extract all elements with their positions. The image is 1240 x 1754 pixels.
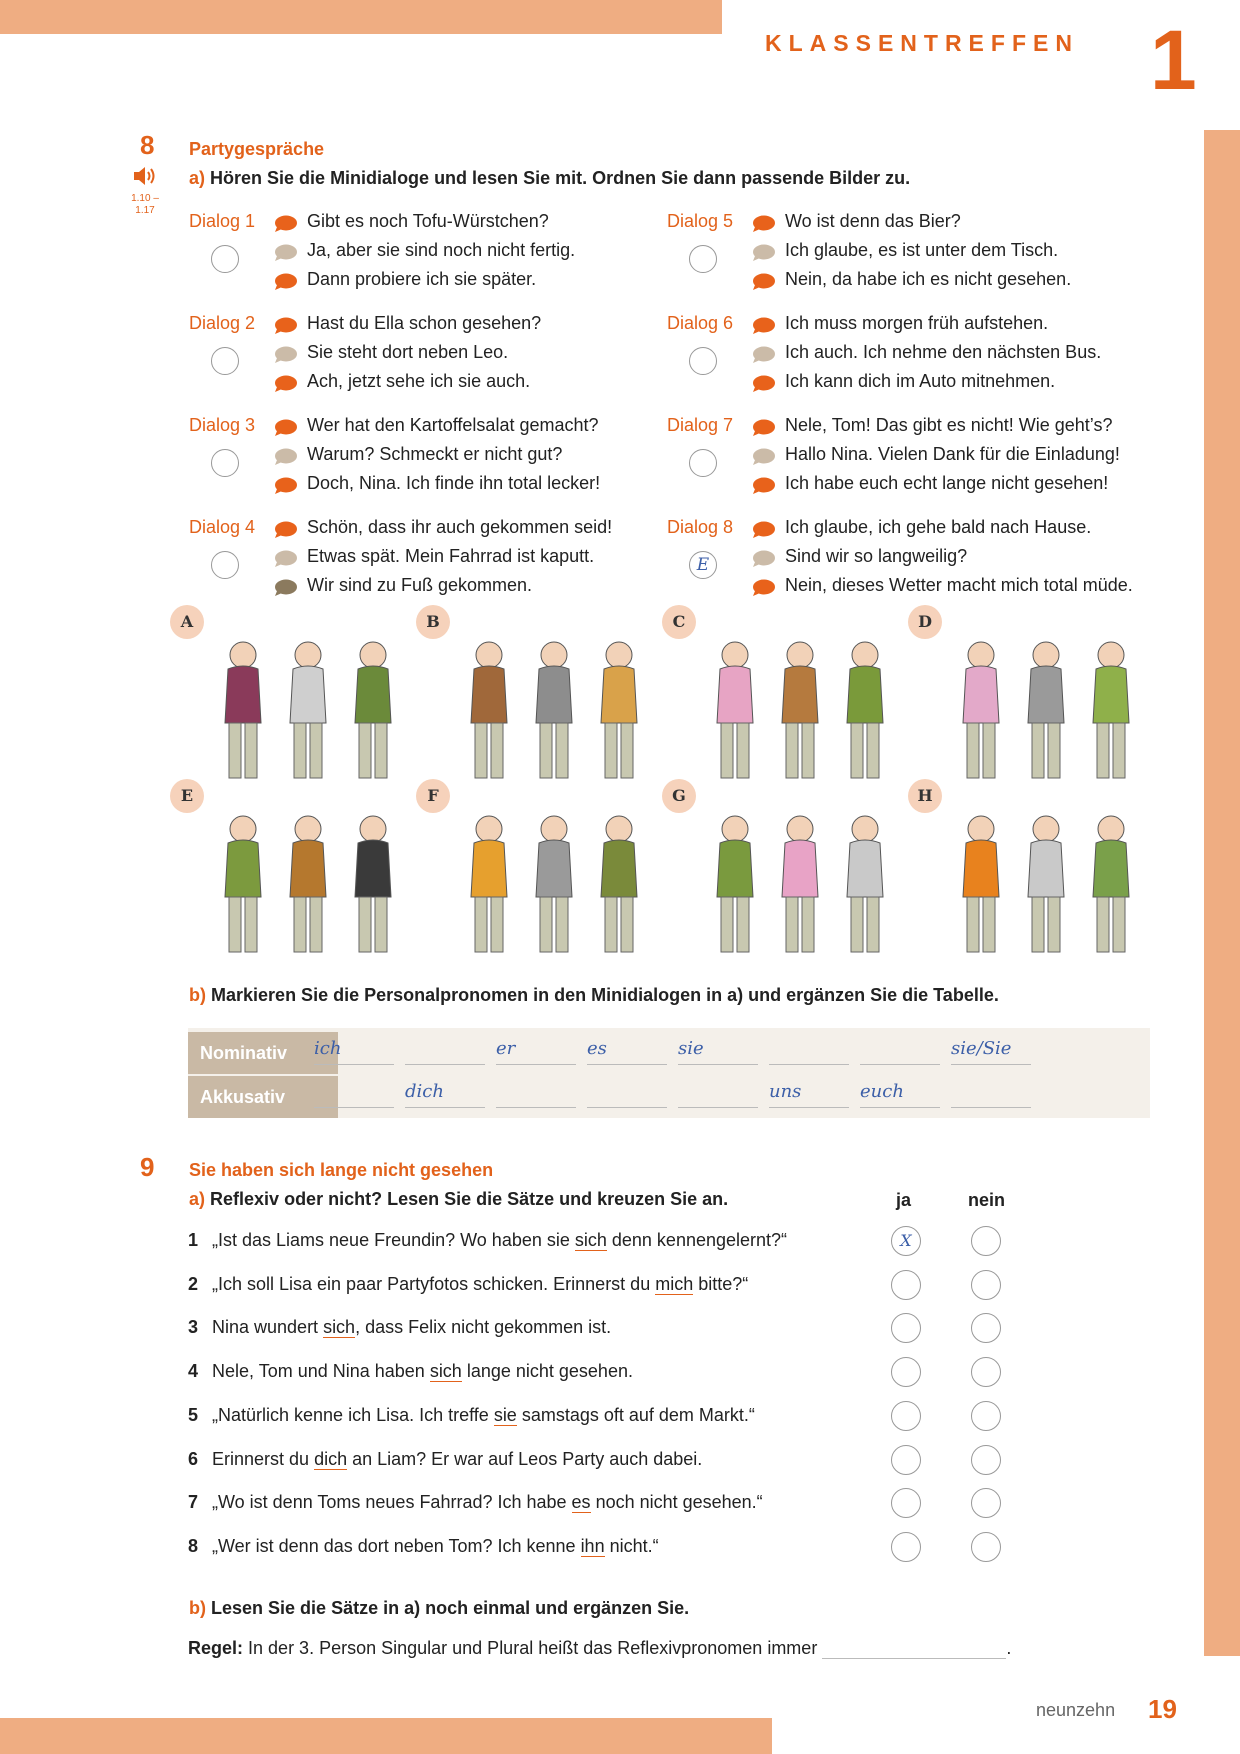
nein-checkbox[interactable] (971, 1226, 1001, 1256)
dialog-line: Wir sind zu Fuß gekommen. (307, 575, 533, 595)
dialog-line: Sind wir so langweilig? (785, 546, 968, 566)
marked-pronoun: ihn (580, 1535, 605, 1556)
speech-bubble-icon (273, 273, 297, 291)
instruction-8a (189, 168, 910, 189)
audio-icon[interactable] (132, 165, 158, 187)
marked-pronoun: sich (323, 1317, 356, 1338)
ja-checkbox[interactable] (891, 1488, 921, 1518)
page-number: 19 (1148, 1694, 1177, 1724)
speech-bubble-icon (751, 346, 775, 364)
akkusativ-cell[interactable] (951, 1081, 1031, 1108)
answer-circle[interactable] (211, 551, 239, 579)
dialog-label: Dialog 8 (667, 517, 734, 537)
speech-bubble-icon (273, 448, 297, 466)
answer-circle[interactable] (689, 245, 717, 273)
speech-bubble-icon (273, 419, 297, 437)
page-word: neunzehn (1036, 1700, 1116, 1720)
speech-bubble-icon (751, 375, 775, 393)
answer-circle[interactable] (211, 449, 239, 477)
sentence-part: , dass Felix nicht gekommen ist. (355, 1317, 612, 1338)
akkusativ-cell[interactable]: euch (860, 1081, 940, 1108)
dialog-line: Ich muss morgen früh aufstehen. (785, 313, 1049, 333)
marked-pronoun: dich (314, 1448, 348, 1469)
instruction-8b (189, 985, 999, 1006)
sentence-text (212, 1536, 659, 1557)
speech-bubble-icon (273, 346, 297, 364)
dialog-line: Ich habe euch echt lange nicht gesehen! (785, 473, 1109, 493)
marked-pronoun: mich (655, 1273, 694, 1294)
speech-bubble-icon (751, 477, 775, 495)
sentence-part: samstags oft auf dem Markt.“ (516, 1404, 755, 1425)
answer-circle[interactable] (689, 347, 717, 375)
answer-circle[interactable] (689, 449, 717, 477)
sentence-part: Nina wundert (212, 1317, 324, 1338)
dialog-line: Dann probiere ich sie später. (307, 269, 537, 289)
dialog-line: Sie steht dort neben Leo. (307, 342, 509, 362)
top-decor-bar (0, 0, 722, 34)
ja-checkbox[interactable] (891, 1357, 921, 1387)
track-label: 1.10 – 1.17 (131, 193, 159, 216)
akkusativ-cell[interactable] (587, 1081, 667, 1108)
dialog-6 (667, 313, 1137, 409)
nein-checkbox[interactable] (971, 1357, 1001, 1387)
sentence-number: 8 (188, 1535, 199, 1556)
dialog-5 (667, 211, 1137, 307)
dialog-label: Dialog 7 (667, 415, 734, 435)
rule-blank-input[interactable] (822, 1640, 1006, 1659)
answer-circle[interactable]: E (689, 551, 717, 579)
nominativ-cell[interactable] (860, 1038, 940, 1065)
sentence-text (212, 1492, 763, 1513)
dialog-line: Wo ist denn das Bier? (785, 211, 961, 231)
akkusativ-cell[interactable] (496, 1081, 576, 1108)
speech-bubble-icon (751, 521, 775, 539)
picture-label: F (416, 779, 450, 813)
rule-line (188, 1638, 1011, 1659)
sentence-part: an Liam? Er war auf Leos Party auch dabei. (347, 1448, 703, 1469)
dialog-4 (189, 517, 659, 613)
dialog-7 (667, 415, 1137, 511)
sentence-part: „Wer ist denn das dort neben Tom? Ich kenne (212, 1535, 581, 1556)
nein-checkbox[interactable] (971, 1488, 1001, 1518)
nominativ-cell[interactable]: sie (678, 1038, 758, 1065)
sentence-number: 5 (188, 1404, 199, 1425)
party-illustration (690, 623, 930, 793)
dialog-1 (189, 211, 659, 307)
dialog-line: Ich auch. Ich nehme den nächsten Bus. (785, 342, 1102, 362)
instruction-text: Reflexiv oder nicht? Lesen Sie die Sätze und kreuzen Sie an. (210, 1189, 729, 1209)
bottom-decor-bar (0, 1718, 772, 1754)
dialog-label: Dialog 1 (189, 211, 256, 231)
sub-label: a) (189, 1189, 206, 1209)
sentence-text (212, 1361, 633, 1382)
answer-circle[interactable] (211, 347, 239, 375)
marked-pronoun: es (571, 1492, 591, 1513)
party-illustration (936, 797, 1176, 967)
answer-circle[interactable] (211, 245, 239, 273)
dialog-label: Dialog 4 (189, 517, 256, 537)
sentence-part: noch nicht gesehen.“ (590, 1492, 763, 1513)
column-ja: ja (896, 1190, 912, 1210)
sentence-number: 1 (188, 1230, 199, 1250)
party-illustration (936, 623, 1176, 793)
akkusativ-cell[interactable]: uns (769, 1081, 849, 1108)
nominativ-cell[interactable]: ich (314, 1038, 394, 1065)
speech-bubble-icon (751, 244, 775, 262)
marked-pronoun: sich (574, 1230, 607, 1250)
sentence-part: Erinnerst du (212, 1448, 315, 1469)
sentence-number: 2 (188, 1273, 199, 1294)
picture-label: A (170, 605, 204, 639)
dialog-line: Ich glaube, es ist unter dem Tisch. (785, 240, 1059, 260)
ja-checkbox[interactable] (891, 1313, 921, 1343)
sentence-number: 6 (188, 1448, 199, 1469)
picture-label: B (416, 605, 450, 639)
dialog-line: Nein, da habe ich es nicht gesehen. (785, 269, 1072, 289)
dialog-label: Dialog 5 (667, 211, 734, 231)
instruction-text: Lesen Sie die Sätze in a) noch einmal und ergänzen Sie. (211, 1598, 690, 1618)
sentence-part: „Natürlich kenne ich Lisa. Ich treffe (212, 1404, 494, 1425)
sentence-number: 7 (188, 1492, 199, 1513)
marked-pronoun: sich (429, 1361, 462, 1382)
nominativ-cell[interactable] (405, 1038, 485, 1065)
exercise-number: 9 (140, 1152, 155, 1182)
picture-label: E (170, 779, 204, 813)
exercise-title: Partygespräche (189, 139, 325, 159)
dialog-2 (189, 313, 659, 409)
dialog-8 (667, 517, 1137, 613)
sub-label: b) (189, 985, 206, 1005)
instruction-text: Hören Sie die Minidialoge und lesen Sie mit. Ordnen Sie dann passende Bilder zu. (210, 168, 911, 188)
sentence-part: lange nicht gesehen. (461, 1361, 633, 1382)
ja-checkbox[interactable] (891, 1532, 921, 1562)
sentence-part: „Ist das Liams neue Freundin? Wo haben sie (212, 1230, 575, 1250)
chapter-number: 1 (1150, 13, 1197, 107)
sub-label: a) (189, 168, 206, 188)
dialog-line: Hallo Nina. Vielen Dank für die Einladung! (785, 444, 1120, 464)
dialog-line: Warum? Schmeckt er nicht gut? (307, 444, 563, 464)
pronoun-table (188, 1028, 1150, 1118)
speech-bubble-icon (751, 215, 775, 233)
dialog-line: Ich kann dich im Auto mitnehmen. (785, 371, 1056, 391)
chapter-title: KLASSENTREFFEN (765, 30, 1079, 56)
sentence-number: 3 (188, 1317, 199, 1338)
dialog-line: Doch, Nina. Ich finde ihn total lecker! (307, 473, 601, 493)
nominativ-header: Nominativ (188, 1032, 338, 1074)
sentence-text (212, 1274, 748, 1295)
speech-bubble-icon (751, 273, 775, 291)
picture-label: H (908, 779, 942, 813)
nominativ-cell[interactable]: er (496, 1038, 576, 1065)
speech-bubble-icon (273, 215, 297, 233)
column-nein: nein (968, 1190, 1006, 1210)
nominativ-cell[interactable] (769, 1038, 849, 1065)
nein-checkbox[interactable] (971, 1270, 1001, 1300)
party-illustration (444, 623, 684, 793)
exercise-title: Sie haben sich lange nicht gesehen (189, 1160, 494, 1180)
nein-checkbox[interactable] (971, 1445, 1001, 1475)
rule-text: In der 3. Person Singular und Plural heißt das Reflexivpronomen immer (248, 1638, 818, 1658)
ja-checkbox[interactable]: X (891, 1226, 921, 1256)
picture-label: G (662, 779, 696, 813)
speech-bubble-icon (751, 317, 775, 335)
dialog-line: Hast du Ella schon gesehen? (307, 313, 542, 333)
picture-label: D (908, 605, 942, 639)
speech-bubble-icon (273, 550, 297, 568)
speech-bubble-icon (273, 244, 297, 262)
sentence-number: 4 (188, 1361, 199, 1382)
akkusativ-cell[interactable] (678, 1081, 758, 1108)
dialog-line: Schön, dass ihr auch gekommen seid! (307, 517, 613, 537)
sentence-text (212, 1449, 702, 1470)
dialog-label: Dialog 2 (189, 313, 256, 333)
nominativ-cell[interactable]: sie/Sie (951, 1038, 1031, 1065)
speech-bubble-icon (751, 419, 775, 437)
dialog-line: Ja, aber sie sind noch nicht fertig. (307, 240, 576, 260)
instruction-9b (189, 1598, 689, 1619)
speech-bubble-icon (273, 317, 297, 335)
marked-pronoun: sie (493, 1404, 517, 1425)
sentence-text (212, 1230, 787, 1251)
dialog-line: Wer hat den Kartoffelsalat gemacht? (307, 415, 599, 435)
nein-checkbox[interactable] (971, 1532, 1001, 1562)
rule-label: Regel: (188, 1638, 244, 1658)
dialog-line: Gibt es noch Tofu-Würstchen? (307, 211, 549, 231)
ja-checkbox[interactable] (891, 1445, 921, 1475)
party-illustration (198, 797, 438, 967)
dialog-3 (189, 415, 659, 511)
sentence-part: denn kennengelernt?“ (606, 1230, 788, 1250)
akkusativ-header: Akkusativ (188, 1076, 338, 1118)
dialog-line: Nein, dieses Wetter macht mich total müde. (785, 575, 1133, 595)
sentence-part: nicht.“ (604, 1535, 659, 1556)
sentence-text (212, 1317, 611, 1338)
party-illustration (444, 797, 684, 967)
speech-bubble-icon (751, 448, 775, 466)
party-illustration (690, 797, 930, 967)
sentence-part: „Ich soll Lisa ein paar Partyfotos schicken. Erinnerst du (212, 1273, 656, 1294)
nein-checkbox[interactable] (971, 1401, 1001, 1431)
speech-bubble-icon (751, 550, 775, 568)
speech-bubble-icon (273, 521, 297, 539)
speech-bubble-icon (273, 579, 297, 597)
sentence-text (212, 1405, 755, 1426)
dialog-line: Ich glaube, ich gehe bald nach Hause. (785, 517, 1092, 537)
speech-bubble-icon (751, 579, 775, 597)
party-illustration (198, 623, 438, 793)
dialog-line: Etwas spät. Mein Fahrrad ist kaputt. (307, 546, 595, 566)
akkusativ-cell[interactable]: dich (405, 1081, 485, 1108)
dialog-line: Nele, Tom! Das gibt es nicht! Wie geht’s? (785, 415, 1113, 435)
nein-checkbox[interactable] (971, 1313, 1001, 1343)
sentence-part: „Wo ist denn Toms neues Fahrrad? Ich habe (212, 1492, 572, 1513)
sentence-part: bitte?“ (693, 1273, 749, 1294)
instruction-9a (189, 1189, 728, 1210)
side-decor-bar (1204, 130, 1240, 1656)
dialog-label: Dialog 3 (189, 415, 256, 435)
sub-label: b) (189, 1598, 206, 1618)
ja-checkbox[interactable] (891, 1270, 921, 1300)
rule-end: . (1006, 1638, 1012, 1658)
dialog-line: Ach, jetzt sehe ich sie auch. (307, 371, 531, 391)
akkusativ-cell[interactable] (314, 1081, 394, 1108)
nominativ-cell[interactable]: es (587, 1038, 667, 1065)
sentence-part: Nele, Tom und Nina haben (212, 1361, 430, 1382)
speech-bubble-icon (273, 375, 297, 393)
dialog-label: Dialog 6 (667, 313, 734, 333)
instruction-text: Markieren Sie die Personalpronomen in den Minidialogen in a) und ergänzen Sie die Tabelle. (211, 985, 999, 1005)
exercise-number: 8 (140, 130, 155, 160)
ja-checkbox[interactable] (891, 1401, 921, 1431)
picture-label: C (662, 605, 696, 639)
speech-bubble-icon (273, 477, 297, 495)
